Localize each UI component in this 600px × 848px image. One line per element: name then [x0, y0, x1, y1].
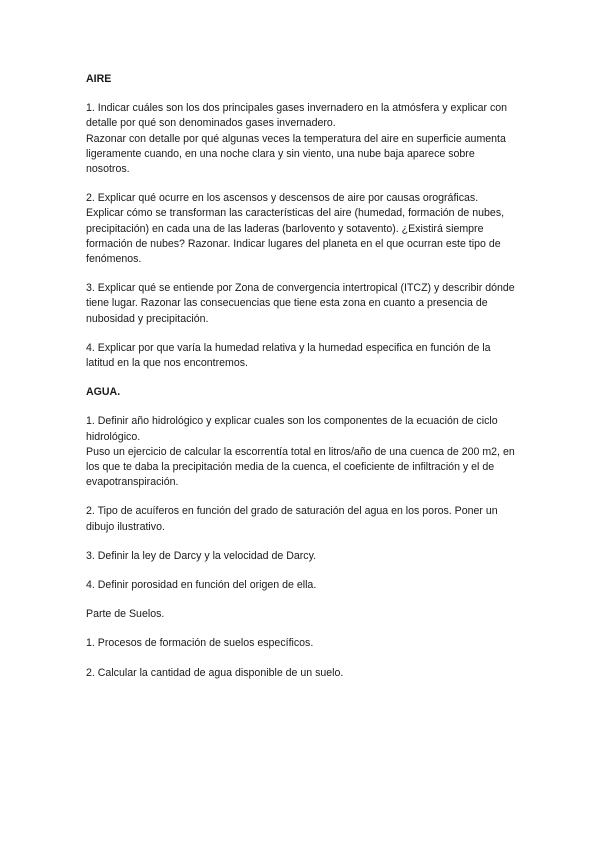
section-title-agua: AGUA. — [86, 386, 121, 399]
suelos-question-1-text: 1. Procesos de formación de suelos específicos. — [86, 637, 314, 650]
aire-question-3-text: 3. Explicar qué se entiende por Zona de convergencia intertropical (ITCZ) y describir dónde tiene lugar. Razonar las consecuencias que tiene esta zona en cuanto a presencia de nubosidad y precipitación. — [86, 282, 515, 325]
document-page — [86, 72, 518, 695]
agua-question-3-text: 3. Definir la ley de Darcy y la velocidad de Darcy. — [86, 549, 317, 562]
section-title-suelos: Parte de Suelos. — [86, 608, 165, 621]
suelos-question-2-text: 2. Calcular la cantidad de agua disponible de un suelo. — [86, 666, 344, 679]
aire-question-2-text: 2. Explicar qué ocurre en los ascensos y descensos de aire por causas orográficas. Explicar cómo se transforman las características del aire (humedad, formación de nubes, precipitación) en cada una de las laderas (barlovento y sotavento). ¿Existirá siempre formación de nubes? Razonar. Indicar lugares del planeta en el que ocurran este tipo de fenómenos. — [86, 192, 505, 266]
aire-question-4 — [86, 341, 518, 371]
suelos-question-2 — [86, 666, 518, 681]
agua-question-2-text: 2. Tipo de acuíferos en función del grado de saturación del agua en los poros. Poner un dibujo ilustrativo. — [86, 505, 498, 533]
aire-question-2 — [86, 191, 518, 267]
aire-question-1 — [86, 101, 518, 177]
agua-question-3 — [86, 549, 518, 564]
aire-question-1-text: 1. Indicar cuáles son los dos principales gases invernadero en la atmósfera y explicar con detalle por qué son denominados gases invernadero. — [86, 102, 508, 130]
agua-question-1 — [86, 414, 518, 490]
aire-question-4-text: 4. Explicar por que varía la humedad relativa y la humedad especifica en función de la latitud en la que nos encontremos. — [86, 341, 491, 370]
aire-question-3 — [86, 281, 518, 327]
agua-question-1-text: 1. Definir año hidrológico y explicar cuales son los componentes de la ecuación de ciclo hidrológico. — [86, 415, 498, 443]
agua-question-1-text-continued: Puso un ejercicio de calcular la escorrentía total en litros/año de una cuenca de 200 m2, en los que te daba la precipitación media de la cuenca, el coeficiente de infiltración y el de evapotranspiración. — [86, 445, 515, 489]
agua-question-4-text: 4. Definir porosidad en función del origen de ella. — [86, 579, 317, 592]
section-title-aire: AIRE — [86, 73, 112, 85]
suelos-question-1 — [86, 636, 518, 651]
agua-question-2 — [86, 504, 518, 534]
aire-question-1-text-continued: Razonar con detalle por qué algunas veces la temperatura del aire en superficie aumenta ligeramente cuando, en una noche clara y sin viento, una nube baja aparece sobre nosotros. — [86, 132, 506, 176]
agua-question-4 — [86, 578, 518, 593]
